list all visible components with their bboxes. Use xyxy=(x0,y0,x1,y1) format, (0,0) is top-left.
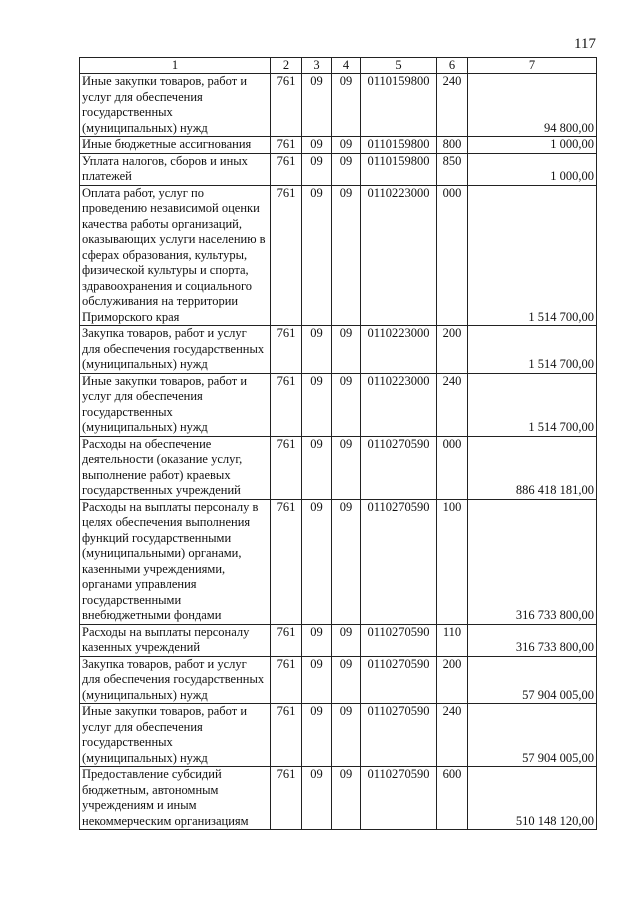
row-subsection: 09 xyxy=(332,185,361,326)
row-name: Иные бюджетные ассигнования xyxy=(80,137,271,154)
row-name: Предоставление субсидий бюджетным, автономным учреждениям и иным некоммерческим организациям xyxy=(80,767,271,830)
row-section: 09 xyxy=(302,656,332,704)
row-subsection: 09 xyxy=(332,624,361,656)
table-row xyxy=(80,326,597,374)
row-target-article: 0110270590 xyxy=(361,767,437,830)
row-grbs: 761 xyxy=(271,656,302,704)
row-expense-type: 100 xyxy=(437,499,468,624)
row-expense-type: 000 xyxy=(437,436,468,499)
table-row xyxy=(80,656,597,704)
row-amount: 94 800,00 xyxy=(468,74,597,137)
row-expense-type: 800 xyxy=(437,137,468,154)
row-target-article: 0110270590 xyxy=(361,624,437,656)
row-amount: 316 733 800,00 xyxy=(468,624,597,656)
row-name: Оплата работ, услуг по проведению независимой оценки качества работы организаций, оказывающих услуги населению в сферах образования, культуры, физической культуры и спорта, здравоохранения и социального обслуживания на территории Приморского края xyxy=(80,185,271,326)
row-target-article: 0110270590 xyxy=(361,436,437,499)
row-amount: 1 514 700,00 xyxy=(468,373,597,436)
row-expense-type: 110 xyxy=(437,624,468,656)
row-subsection: 09 xyxy=(332,767,361,830)
row-grbs: 761 xyxy=(271,185,302,326)
row-name: Иные закупки товаров, работ и услуг для обеспечения государственных (муниципальных) нужд xyxy=(80,704,271,767)
row-amount: 510 148 120,00 xyxy=(468,767,597,830)
row-grbs: 761 xyxy=(271,137,302,154)
row-name: Расходы на выплаты персоналу казенных учреждений xyxy=(80,624,271,656)
row-section: 09 xyxy=(302,153,332,185)
row-name: Расходы на выплаты персоналу в целях обеспечения выполнения функций государственными (муниципальными) органами, казенными учреждениями, органами управления государственными внебюджетными фондами xyxy=(80,499,271,624)
row-grbs: 761 xyxy=(271,373,302,436)
table-row xyxy=(80,373,597,436)
row-section: 09 xyxy=(302,185,332,326)
table-row xyxy=(80,436,597,499)
row-subsection: 09 xyxy=(332,74,361,137)
row-name: Уплата налогов, сборов и иных платежей xyxy=(80,153,271,185)
header-row xyxy=(80,58,597,74)
header-col-2: 2 xyxy=(271,58,302,74)
row-expense-type: 600 xyxy=(437,767,468,830)
table-row xyxy=(80,624,597,656)
row-amount: 886 418 181,00 xyxy=(468,436,597,499)
row-amount: 1 514 700,00 xyxy=(468,185,597,326)
row-expense-type: 240 xyxy=(437,704,468,767)
row-amount: 1 000,00 xyxy=(468,153,597,185)
row-subsection: 09 xyxy=(332,499,361,624)
row-section: 09 xyxy=(302,499,332,624)
row-name: Иные закупки товаров, работ и услуг для обеспечения государственных (муниципальных) нужд xyxy=(80,373,271,436)
row-section: 09 xyxy=(302,436,332,499)
row-grbs: 761 xyxy=(271,767,302,830)
row-name: Закупка товаров, работ и услуг для обеспечения государственных (муниципальных) нужд xyxy=(80,326,271,374)
row-subsection: 09 xyxy=(332,373,361,436)
row-expense-type: 200 xyxy=(437,656,468,704)
row-target-article: 0110223000 xyxy=(361,326,437,374)
budget-table xyxy=(79,57,597,830)
row-grbs: 761 xyxy=(271,153,302,185)
header-col-3: 3 xyxy=(302,58,332,74)
row-amount: 316 733 800,00 xyxy=(468,499,597,624)
row-target-article: 0110270590 xyxy=(361,704,437,767)
row-subsection: 09 xyxy=(332,436,361,499)
row-grbs: 761 xyxy=(271,74,302,137)
table-row xyxy=(80,704,597,767)
row-subsection: 09 xyxy=(332,704,361,767)
row-section: 09 xyxy=(302,624,332,656)
header-col-1: 1 xyxy=(80,58,271,74)
header-col-5: 5 xyxy=(361,58,437,74)
row-section: 09 xyxy=(302,373,332,436)
row-amount: 57 904 005,00 xyxy=(468,704,597,767)
row-target-article: 0110270590 xyxy=(361,656,437,704)
row-target-article: 0110270590 xyxy=(361,499,437,624)
table-row xyxy=(80,185,597,326)
header-col-6: 6 xyxy=(437,58,468,74)
row-target-article: 0110159800 xyxy=(361,137,437,154)
page-number: 117 xyxy=(574,36,596,52)
row-expense-type: 000 xyxy=(437,185,468,326)
row-name: Закупка товаров, работ и услуг для обеспечения государственных (муниципальных) нужд xyxy=(80,656,271,704)
row-section: 09 xyxy=(302,137,332,154)
row-target-article: 0110223000 xyxy=(361,185,437,326)
row-target-article: 0110223000 xyxy=(361,373,437,436)
row-section: 09 xyxy=(302,767,332,830)
row-expense-type: 240 xyxy=(437,373,468,436)
row-section: 09 xyxy=(302,326,332,374)
row-expense-type: 200 xyxy=(437,326,468,374)
row-name: Расходы на обеспечение деятельности (оказание услуг, выполнение работ) краевых государственных учреждений xyxy=(80,436,271,499)
row-amount: 1 000,00 xyxy=(468,137,597,154)
row-expense-type: 850 xyxy=(437,153,468,185)
table-row xyxy=(80,499,597,624)
table-row xyxy=(80,137,597,154)
header-col-4: 4 xyxy=(332,58,361,74)
row-target-article: 0110159800 xyxy=(361,74,437,137)
table-row xyxy=(80,153,597,185)
row-target-article: 0110159800 xyxy=(361,153,437,185)
table-row xyxy=(80,74,597,137)
row-grbs: 761 xyxy=(271,436,302,499)
row-section: 09 xyxy=(302,704,332,767)
row-grbs: 761 xyxy=(271,624,302,656)
row-amount: 57 904 005,00 xyxy=(468,656,597,704)
row-grbs: 761 xyxy=(271,704,302,767)
row-subsection: 09 xyxy=(332,137,361,154)
row-grbs: 761 xyxy=(271,499,302,624)
row-section: 09 xyxy=(302,74,332,137)
table-row xyxy=(80,767,597,830)
row-name: Иные закупки товаров, работ и услуг для обеспечения государственных (муниципальных) нужд xyxy=(80,74,271,137)
row-grbs: 761 xyxy=(271,326,302,374)
row-subsection: 09 xyxy=(332,656,361,704)
row-subsection: 09 xyxy=(332,153,361,185)
row-amount: 1 514 700,00 xyxy=(468,326,597,374)
row-subsection: 09 xyxy=(332,326,361,374)
header-col-7: 7 xyxy=(468,58,597,74)
row-expense-type: 240 xyxy=(437,74,468,137)
